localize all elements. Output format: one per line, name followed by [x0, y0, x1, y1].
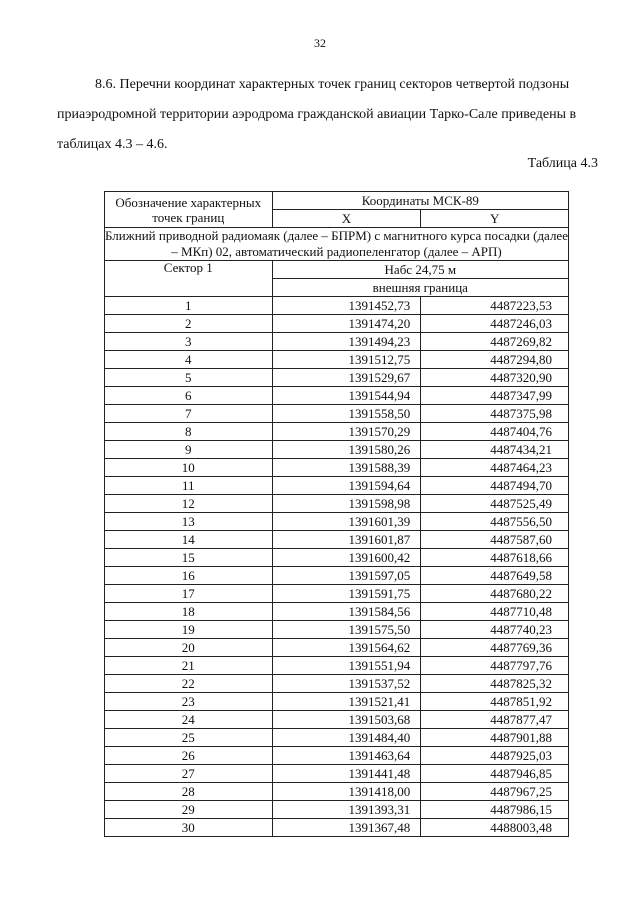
x-coordinate: 1391601,39 — [272, 513, 421, 531]
y-coordinate: 4487375,98 — [421, 405, 569, 423]
point-number: 11 — [105, 477, 273, 495]
point-number: 16 — [105, 567, 273, 585]
table-row — [105, 297, 569, 315]
point-number: 1 — [105, 297, 273, 315]
x-coordinate: 1391594,64 — [272, 477, 421, 495]
x-coordinate: 1391521,41 — [272, 693, 421, 711]
point-number: 8 — [105, 423, 273, 441]
y-coordinate: 4488003,48 — [421, 819, 569, 837]
table-row — [105, 711, 569, 729]
x-coordinate: 1391575,50 — [272, 621, 421, 639]
y-coordinate: 4487556,50 — [421, 513, 569, 531]
point-number: 21 — [105, 657, 273, 675]
table-row — [105, 351, 569, 369]
y-coordinate: 4487404,76 — [421, 423, 569, 441]
table-row — [105, 405, 569, 423]
table-row — [105, 675, 569, 693]
x-coordinate: 1391441,48 — [272, 765, 421, 783]
y-coordinate: 4487494,70 — [421, 477, 569, 495]
point-number: 25 — [105, 729, 273, 747]
table-row — [105, 387, 569, 405]
y-coordinate: 4487825,32 — [421, 675, 569, 693]
point-number: 29 — [105, 801, 273, 819]
table-row — [105, 819, 569, 837]
x-coordinate: 1391463,64 — [272, 747, 421, 765]
x-coordinate: 1391591,75 — [272, 585, 421, 603]
x-coordinate: 1391558,50 — [272, 405, 421, 423]
x-coordinate: 1391600,42 — [272, 549, 421, 567]
point-number: 15 — [105, 549, 273, 567]
point-number: 24 — [105, 711, 273, 729]
table-row — [105, 513, 569, 531]
y-coordinate: 4487680,22 — [421, 585, 569, 603]
point-number: 6 — [105, 387, 273, 405]
header-coords: Координаты МСК-89 — [272, 192, 568, 210]
table-row — [105, 783, 569, 801]
x-coordinate: 1391564,62 — [272, 639, 421, 657]
table-row — [105, 549, 569, 567]
header-points: Обозначение характерных точек границ — [105, 192, 273, 228]
y-coordinate: 4487269,82 — [421, 333, 569, 351]
header-y: Y — [421, 210, 569, 228]
point-number: 30 — [105, 819, 273, 837]
x-coordinate: 1391474,20 — [272, 315, 421, 333]
y-coordinate: 4487877,47 — [421, 711, 569, 729]
x-coordinate: 1391418,00 — [272, 783, 421, 801]
point-number: 28 — [105, 783, 273, 801]
table-row — [105, 369, 569, 387]
y-coordinate: 4487320,90 — [421, 369, 569, 387]
point-number: 22 — [105, 675, 273, 693]
table-row — [105, 729, 569, 747]
table-row — [105, 603, 569, 621]
x-coordinate: 1391597,05 — [272, 567, 421, 585]
page-number: 32 — [314, 36, 326, 50]
table-row — [105, 765, 569, 783]
x-coordinate: 1391551,94 — [272, 657, 421, 675]
point-number: 10 — [105, 459, 273, 477]
y-coordinate: 4487769,36 — [421, 639, 569, 657]
point-number: 26 — [105, 747, 273, 765]
point-number: 4 — [105, 351, 273, 369]
point-number: 27 — [105, 765, 273, 783]
header-x: X — [272, 210, 421, 228]
x-coordinate: 1391512,75 — [272, 351, 421, 369]
y-coordinate: 4487946,85 — [421, 765, 569, 783]
y-coordinate: 4487986,15 — [421, 801, 569, 819]
point-number: 12 — [105, 495, 273, 513]
x-coordinate: 1391393,31 — [272, 801, 421, 819]
x-coordinate: 1391601,87 — [272, 531, 421, 549]
point-number: 14 — [105, 531, 273, 549]
table-caption: Таблица 4.3 — [527, 156, 598, 171]
x-coordinate: 1391588,39 — [272, 459, 421, 477]
coordinates-table — [104, 191, 569, 837]
x-coordinate: 1391367,48 — [272, 819, 421, 837]
y-coordinate: 4487925,03 — [421, 747, 569, 765]
table-row — [105, 801, 569, 819]
table-row — [105, 333, 569, 351]
table-row — [105, 477, 569, 495]
point-number: 5 — [105, 369, 273, 387]
point-number: 18 — [105, 603, 273, 621]
y-coordinate: 4487587,60 — [421, 531, 569, 549]
point-number: 2 — [105, 315, 273, 333]
y-coordinate: 4487901,88 — [421, 729, 569, 747]
table-row — [105, 747, 569, 765]
table-row — [105, 315, 569, 333]
y-coordinate: 4487797,76 — [421, 657, 569, 675]
point-number: 13 — [105, 513, 273, 531]
boundary-label: внешняя граница — [272, 279, 568, 297]
point-number: 7 — [105, 405, 273, 423]
point-number: 9 — [105, 441, 273, 459]
description-row: Ближний приводной радиомаяк (далее – БПРМ) с магнитного курса посадки (далее – МКп) 02, автоматический радиопеленгатор (далее – АРП) — [105, 228, 568, 259]
x-coordinate: 1391598,98 — [272, 495, 421, 513]
y-coordinate: 4487434,21 — [421, 441, 569, 459]
y-coordinate: 4487649,58 — [421, 567, 569, 585]
table-row — [105, 567, 569, 585]
x-coordinate: 1391452,73 — [272, 297, 421, 315]
x-coordinate: 1391580,26 — [272, 441, 421, 459]
table-row — [105, 459, 569, 477]
sector-label: Сектор 1 — [105, 261, 273, 297]
table-row — [105, 441, 569, 459]
point-number: 23 — [105, 693, 273, 711]
point-number: 17 — [105, 585, 273, 603]
table-row — [105, 621, 569, 639]
x-coordinate: 1391494,23 — [272, 333, 421, 351]
x-coordinate: 1391570,29 — [272, 423, 421, 441]
y-coordinate: 4487967,25 — [421, 783, 569, 801]
x-coordinate: 1391503,68 — [272, 711, 421, 729]
y-coordinate: 4487851,92 — [421, 693, 569, 711]
x-coordinate: 1391484,40 — [272, 729, 421, 747]
y-coordinate: 4487525,49 — [421, 495, 569, 513]
point-number: 19 — [105, 621, 273, 639]
intro-paragraph — [57, 70, 602, 160]
table-row — [105, 423, 569, 441]
point-number: 20 — [105, 639, 273, 657]
y-coordinate: 4487294,80 — [421, 351, 569, 369]
table-row — [105, 585, 569, 603]
x-coordinate: 1391584,56 — [272, 603, 421, 621]
table-row — [105, 639, 569, 657]
table-row — [105, 531, 569, 549]
table-row — [105, 495, 569, 513]
y-coordinate: 4487223,53 — [421, 297, 569, 315]
y-coordinate: 4487246,03 — [421, 315, 569, 333]
intro-text: 8.6. Перечни координат характерных точек границ секторов четвертой подзоны приаэродромной территории аэродрома гражданской авиации Тарко-Сале приведены в таблицах 4.3 – 4.6. — [57, 77, 577, 152]
y-coordinate: 4487710,48 — [421, 603, 569, 621]
table-row — [105, 693, 569, 711]
y-coordinate: 4487618,66 — [421, 549, 569, 567]
y-coordinate: 4487740,23 — [421, 621, 569, 639]
table-row — [105, 657, 569, 675]
x-coordinate: 1391544,94 — [272, 387, 421, 405]
height-label: Набс 24,75 м — [272, 261, 568, 279]
point-number: 3 — [105, 333, 273, 351]
x-coordinate: 1391529,67 — [272, 369, 421, 387]
y-coordinate: 4487347,99 — [421, 387, 569, 405]
x-coordinate: 1391537,52 — [272, 675, 421, 693]
y-coordinate: 4487464,23 — [421, 459, 569, 477]
